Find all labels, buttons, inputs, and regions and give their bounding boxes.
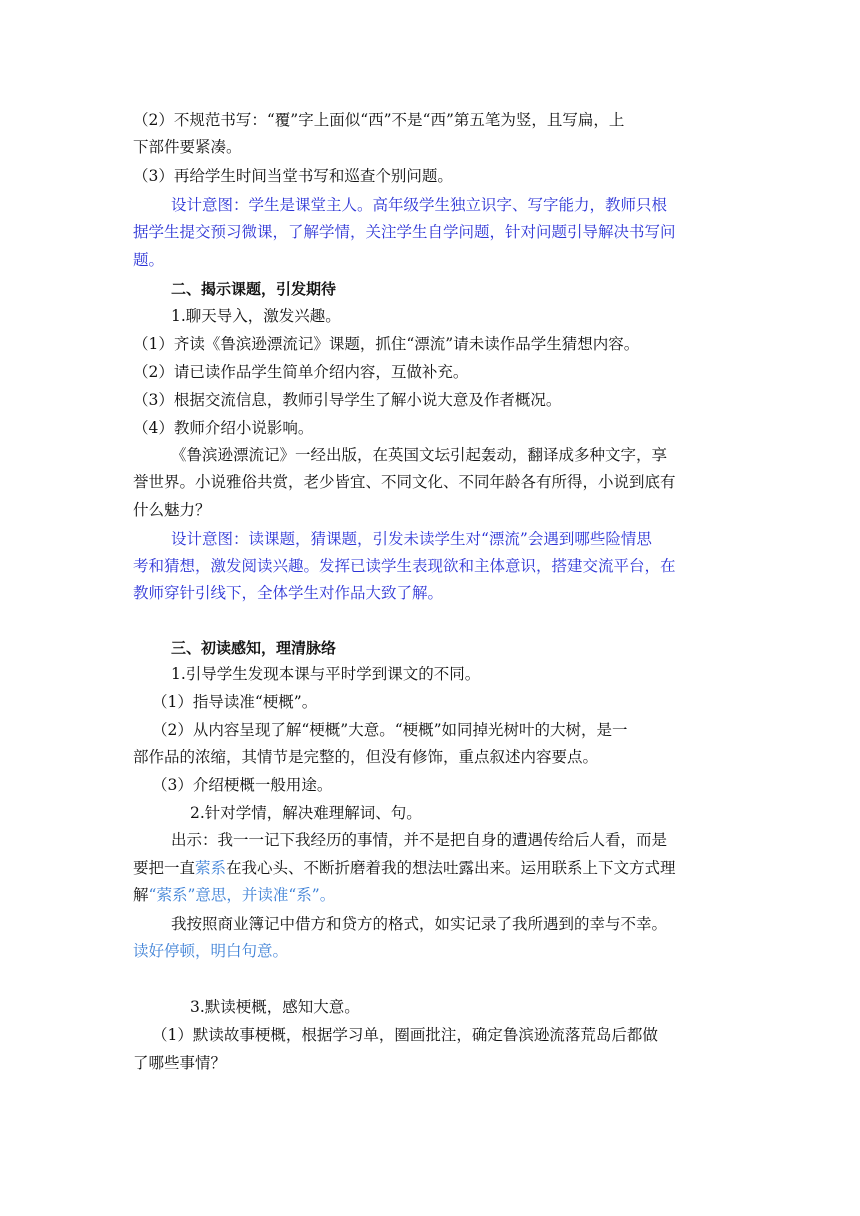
text-line: （1）默读故事梗概，根据学习单，圈画批注，确定鲁滨逊流落荒岛后都做	[152, 1026, 658, 1044]
design-intent-note: 据学生提交预习微课，了解学情，关注学生自学问题，针对问题引导解决书写问	[133, 223, 676, 241]
text-line: 下部件要紧凑。	[133, 138, 242, 156]
text-line: 出示：我一一记下我经历的事情，并不是把自身的遭遇传给后人看，而是	[171, 831, 668, 849]
text-segment: 解	[133, 886, 149, 904]
highlighted-instruction: 读好停顿，明白句意。	[133, 942, 289, 960]
text-line: （2）请已读作品学生简单介绍内容，互做补充。	[133, 363, 469, 381]
text-segment: 要把一直	[133, 859, 196, 877]
text-segment: 在我心头、不断折磨着我的想法吐露出来。运用联系上下文方式理	[226, 859, 676, 877]
design-intent-note: 设计意图：读课题，猜课题，引发未读学生对“漂流”会遇到哪些险情思	[171, 530, 652, 548]
text-line	[133, 858, 676, 878]
text-line: 3.默读梗概，感知大意。	[190, 998, 360, 1016]
text-line: （1）齐读《鲁滨逊漂流记》课题，抓住“漂流”请未读作品学生猜想内容。	[133, 335, 640, 353]
text-line: 2.针对学情，解决难理解词、句。	[190, 804, 422, 822]
text-line: 我按照商业簿记中借方和贷方的格式，如实记录了我所遇到的幸与不幸。	[171, 915, 668, 933]
text-line: （4）教师介绍小说影响。	[133, 419, 314, 437]
design-intent-note: 教师穿针引线下，全体学生对作品大致了解。	[133, 584, 444, 602]
text-line: （1）指导读准“梗概”。	[152, 693, 318, 711]
text-line: 什么魅力？	[133, 501, 211, 519]
design-intent-note: 设计意图：学生是课堂主人。高年级学生独立识字、写字能力，教师只根	[171, 196, 668, 214]
section-heading: 三、初读感知，理清脉络	[171, 639, 337, 657]
highlighted-instruction: “萦系”意思，并读准“系”。	[148, 886, 336, 904]
text-line: 部作品的浓缩，其情节是完整的，但没有修饰，重点叙述内容要点。	[133, 748, 599, 766]
text-line: （3）根据交流信息，教师引导学生了解小说大意及作者概况。	[133, 391, 562, 409]
text-line: 誉世界。小说雅俗共赏，老少皆宜、不同文化、不同年龄各有所得，小说到底有	[133, 473, 676, 491]
section-heading: 二、揭示课题，引发期待	[171, 280, 337, 298]
text-line: （2）不规范书写：“覆”字上面似“西”不是“西”第五笔为竖，且写扁，上	[133, 111, 625, 129]
design-intent-note: 题。	[133, 251, 165, 269]
text-line: 《鲁滨逊漂流记》一经出版，在英国文坛引起轰动，翻译成多种文字，享	[171, 446, 668, 464]
text-line: 1.引导学生发现本课与平时学到课文的不同。	[171, 665, 481, 683]
design-intent-note: 考和猜想，激发阅读兴趣。发挥已读学生表现欲和主体意识，搭建交流平台，在	[133, 557, 676, 575]
text-line: （3）介绍梗概一般用途。	[152, 776, 333, 794]
text-line: 了哪些事情？	[133, 1054, 227, 1072]
text-line: （2）从内容呈现了解“梗概”大意。“梗概”如同掉光树叶的大树，是一	[152, 721, 628, 739]
text-line: （3）再给学生时间当堂书写和巡查个别问题。	[133, 167, 453, 185]
text-line	[133, 885, 335, 905]
highlighted-word: 萦系	[195, 859, 227, 877]
text-line: 1.聊天导入，激发兴趣。	[171, 307, 341, 325]
